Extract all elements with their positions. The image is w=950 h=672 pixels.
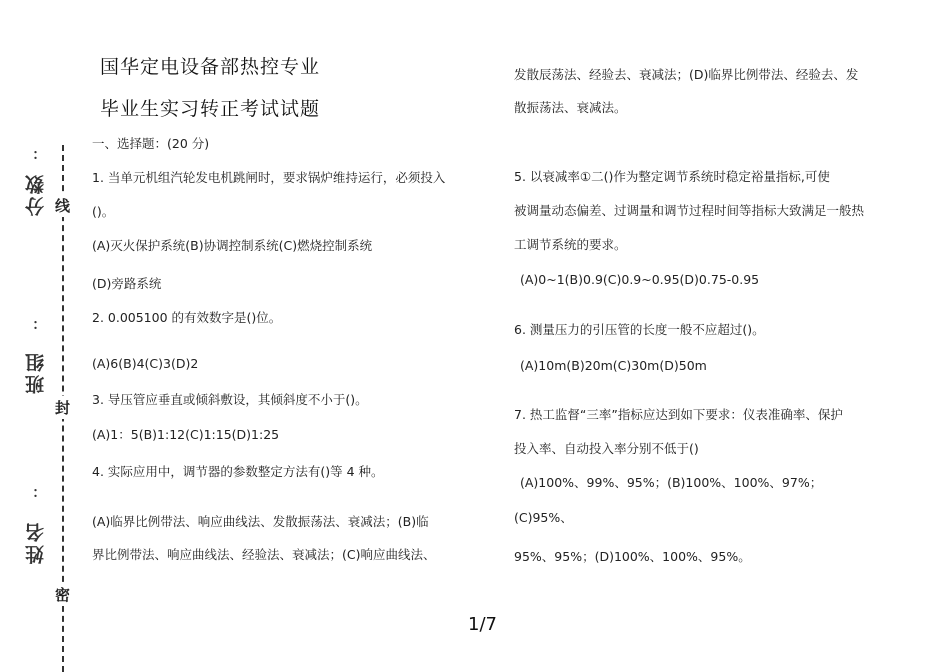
question-4-options: (A)临界比例带法、响应曲线法、发散振荡法、衰减法；(B)临 (92, 514, 429, 529)
question-6-options: (A)10m(B)20m(C)30m(D)50m (520, 358, 707, 373)
question-7-options-cont2: 95%、95%；(D)100%、100%、95%。 (514, 549, 751, 564)
question-6-text: 6. 测量压力的引压管的长度一般不应超过()。 (514, 322, 765, 337)
question-7-options-cont: (C)95%、 (514, 510, 573, 525)
section-heading: 一、选择题：(20 分) (92, 136, 210, 151)
page-title-line2: 毕业生实习转正考试试题 (100, 98, 321, 120)
page-title-line1: 国华定电设备部热控专业 (100, 56, 321, 78)
question-7-text-cont: 投入率、自动投入率分别不低于() (514, 441, 699, 456)
question-1-options: (A)灭火保护系统(B)协调控制系统(C)燃烧控制系统 (92, 238, 373, 253)
question-5-text: 5. 以衰减率①二()作为整定调节系统时稳定裕量指标,可使 (514, 169, 830, 184)
score-label: 分数 (25, 172, 47, 216)
question-5-options: (A)0~1(B)0.9(C)0.9~0.95(D)0.75-0.95 (520, 272, 760, 287)
page-number: 1/7 (468, 614, 497, 635)
class-colon: ： (32, 316, 48, 330)
seal-char: 封 (55, 396, 70, 419)
question-7-options: (A)100%、99%、95%；(B)100%、100%、97%； (520, 475, 823, 490)
question-4-options-cont2: 发散辰荡法、经验去、衰减法；(D)临界比例带法、经验去、发 (514, 67, 859, 82)
question-1-text-cont: ()。 (92, 204, 115, 219)
question-7-text: 7. 热工监督“三率”指标应达到如下要求：仪表准确率、保护 (514, 407, 843, 422)
question-3-options: (A)1：5(B)1:12(C)1:15(D)1:25 (92, 427, 280, 442)
question-2-options: (A)6(B)4(C)3(D)2 (92, 356, 199, 371)
question-1-options-cont: (D)旁路系统 (92, 276, 162, 291)
question-5-text-cont: 被调量动态偏差、过调量和调节过程时间等指标大致满足一般热 (514, 203, 865, 218)
question-3-text: 3. 导压管应垂直或倾斜敷设，其倾斜度不小于()。 (92, 392, 368, 407)
line-char: 线 (55, 194, 70, 217)
question-4-options-cont3: 散振荡法、衰减法。 (514, 100, 627, 115)
question-5-text-cont2: 工调节系统的要求。 (514, 237, 627, 252)
question-2-text: 2. 0.005100 的有效数字是()位。 (92, 310, 282, 325)
name-colon: ： (32, 484, 48, 498)
question-1-text: 1. 当单元机组汽轮发电机跳闸时，要求锅炉维持运行，必须投入 (92, 170, 446, 185)
bind-char: 密 (55, 583, 70, 606)
name-label: 姓名 (25, 520, 47, 564)
class-label: 班组 (25, 350, 47, 394)
question-4-text: 4. 实际应用中，调节器的参数整定方法有()等 4 种。 (92, 464, 384, 479)
question-4-options-cont: 界比例带法、响应曲线法、经验法、衰减法；(C)响应曲线法、 (92, 547, 436, 562)
score-colon: ： (32, 146, 48, 160)
